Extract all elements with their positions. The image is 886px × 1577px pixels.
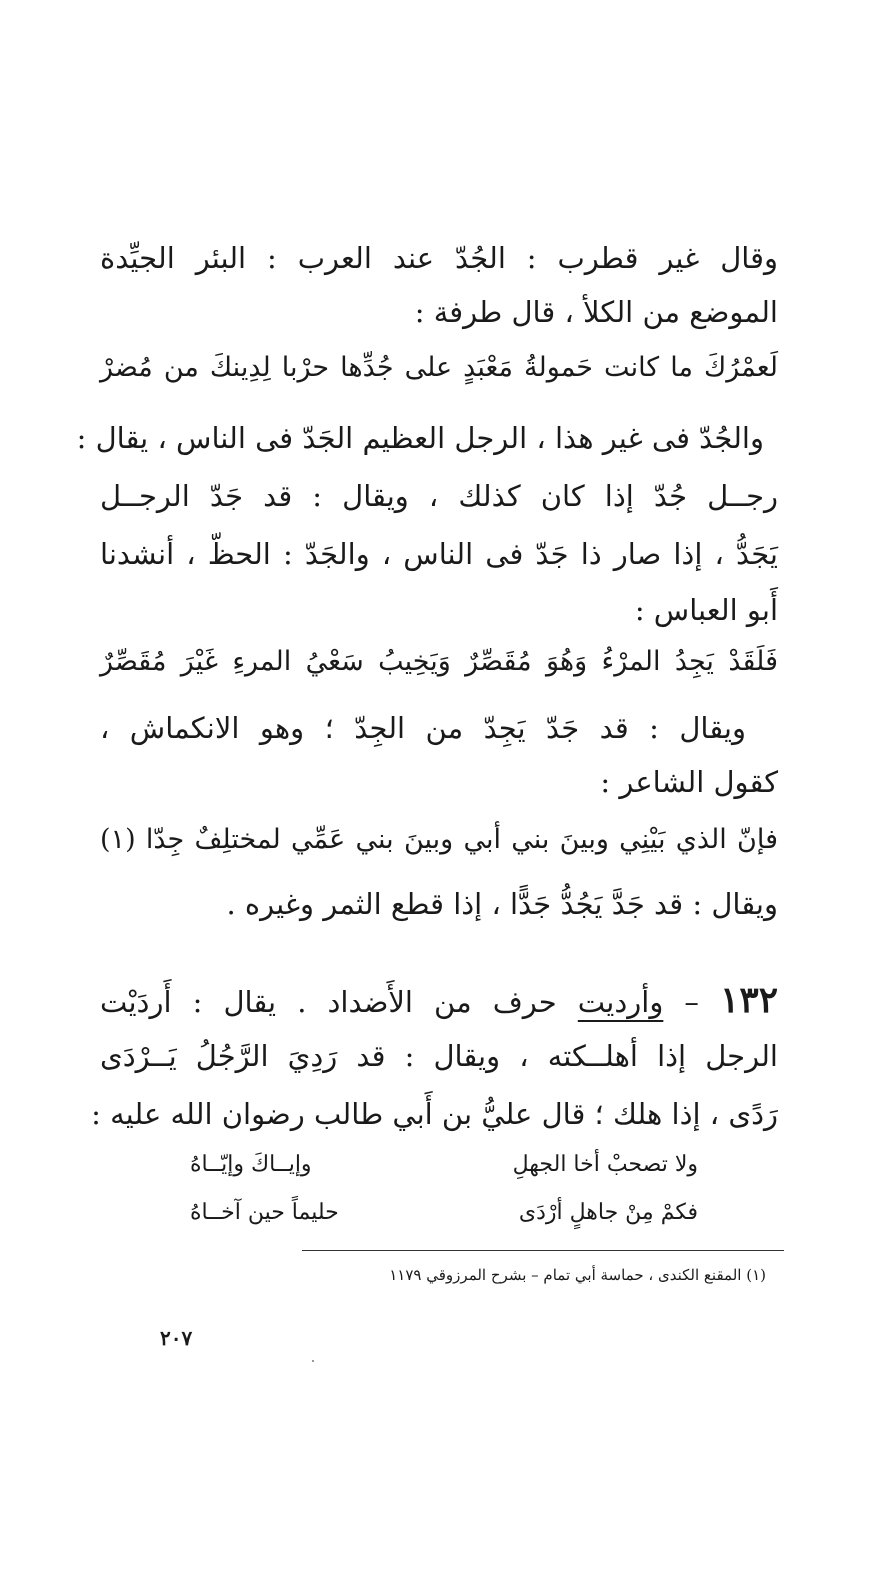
text-line: كقول الشاعر : <box>600 765 778 799</box>
text-line: ويقال : قد جَدّ يَجِدّ من الجِدّ ؛ وهو الانكماش ، <box>100 711 746 745</box>
text-line: أَبو العباس : <box>634 593 778 627</box>
verse-line: فإنّ الذي بَيْنِي وبينَ بني أبي وبينَ بني عَمِّي لمختلِفٌ جِدّا (١) <box>100 824 779 855</box>
text-line: الموضع من الكلأ ، قال طرفة : <box>414 295 778 329</box>
entry-dash: – <box>684 985 699 1019</box>
verse-line: لَعمْرُكَ ما كانت حَمولةُ مَعْبَدٍ على جُدِّها حرْبا لِدِينكَ من مُضرْ <box>100 352 778 383</box>
text-line: رَدًى ، إذا هلك ؛ قال عليُّ بن أَبي طالب رضوان الله عليه : <box>91 1097 778 1131</box>
footnote-divider <box>302 1250 784 1251</box>
text-line: الرجل إذا أهلــكته ، ويقال : قد رَدِيَ الرَّجُلُ يَــرْدَى <box>100 1039 778 1073</box>
poem-hemistich: ولا تصحبْ أخا الجهلِ <box>512 1152 698 1177</box>
verse-line: فَلَقَدْ يَجِدُ المرْءُ وَهُوَ مُقَصِّرٌ وَيَخِيبُ سَعْيُ المرءِ غَيْرَ مُقَصِّرٌ <box>100 646 778 677</box>
entry-headword: وأرديت <box>577 985 664 1019</box>
poem-hemistich: فكمْ مِنْ جاهلٍ أرْدَى <box>518 1200 698 1225</box>
text-line: يَجَدُّ ، إذا صار ذا جَدّ فى الناس ، والجَدّ : الحظّ ، أنشدنا <box>100 537 778 571</box>
text-line: والجُدّ فى غير هذا ، الرجل العظيم الجَدّ فى الناس ، يقال : <box>76 421 764 455</box>
entry-text: حرف من الأَضداد . يقال : أَردَيْت <box>100 985 557 1019</box>
poem-hemistich: وإيــاكَ وإيّــاهُ <box>190 1152 312 1177</box>
poem-hemistich: حليماً حين آخــاهُ <box>190 1200 339 1225</box>
entry-heading <box>100 980 778 1022</box>
entry-number: ١٣٢ <box>720 979 779 1021</box>
footnote: (١) المقنع الكندى ، حماسة أبي تمام – بشرح المرزوقي ١١٧٩ <box>389 1266 766 1284</box>
scan-speck <box>312 1360 314 1362</box>
page-number: ٢٠٧ <box>160 1326 193 1350</box>
text-line: ويقال : قد جَدَّ يَجُدُّ جَدًّا ، إذا قطع الثمر وغيره . <box>226 887 778 921</box>
text-line: رجــل جُدّ إذا كان كذلك ، ويقال : قد جَدّ الرجــل <box>100 479 778 513</box>
text-line: وقال غير قطرب : الجُدّ عند العرب : البئر الجيِّدة <box>100 241 778 275</box>
